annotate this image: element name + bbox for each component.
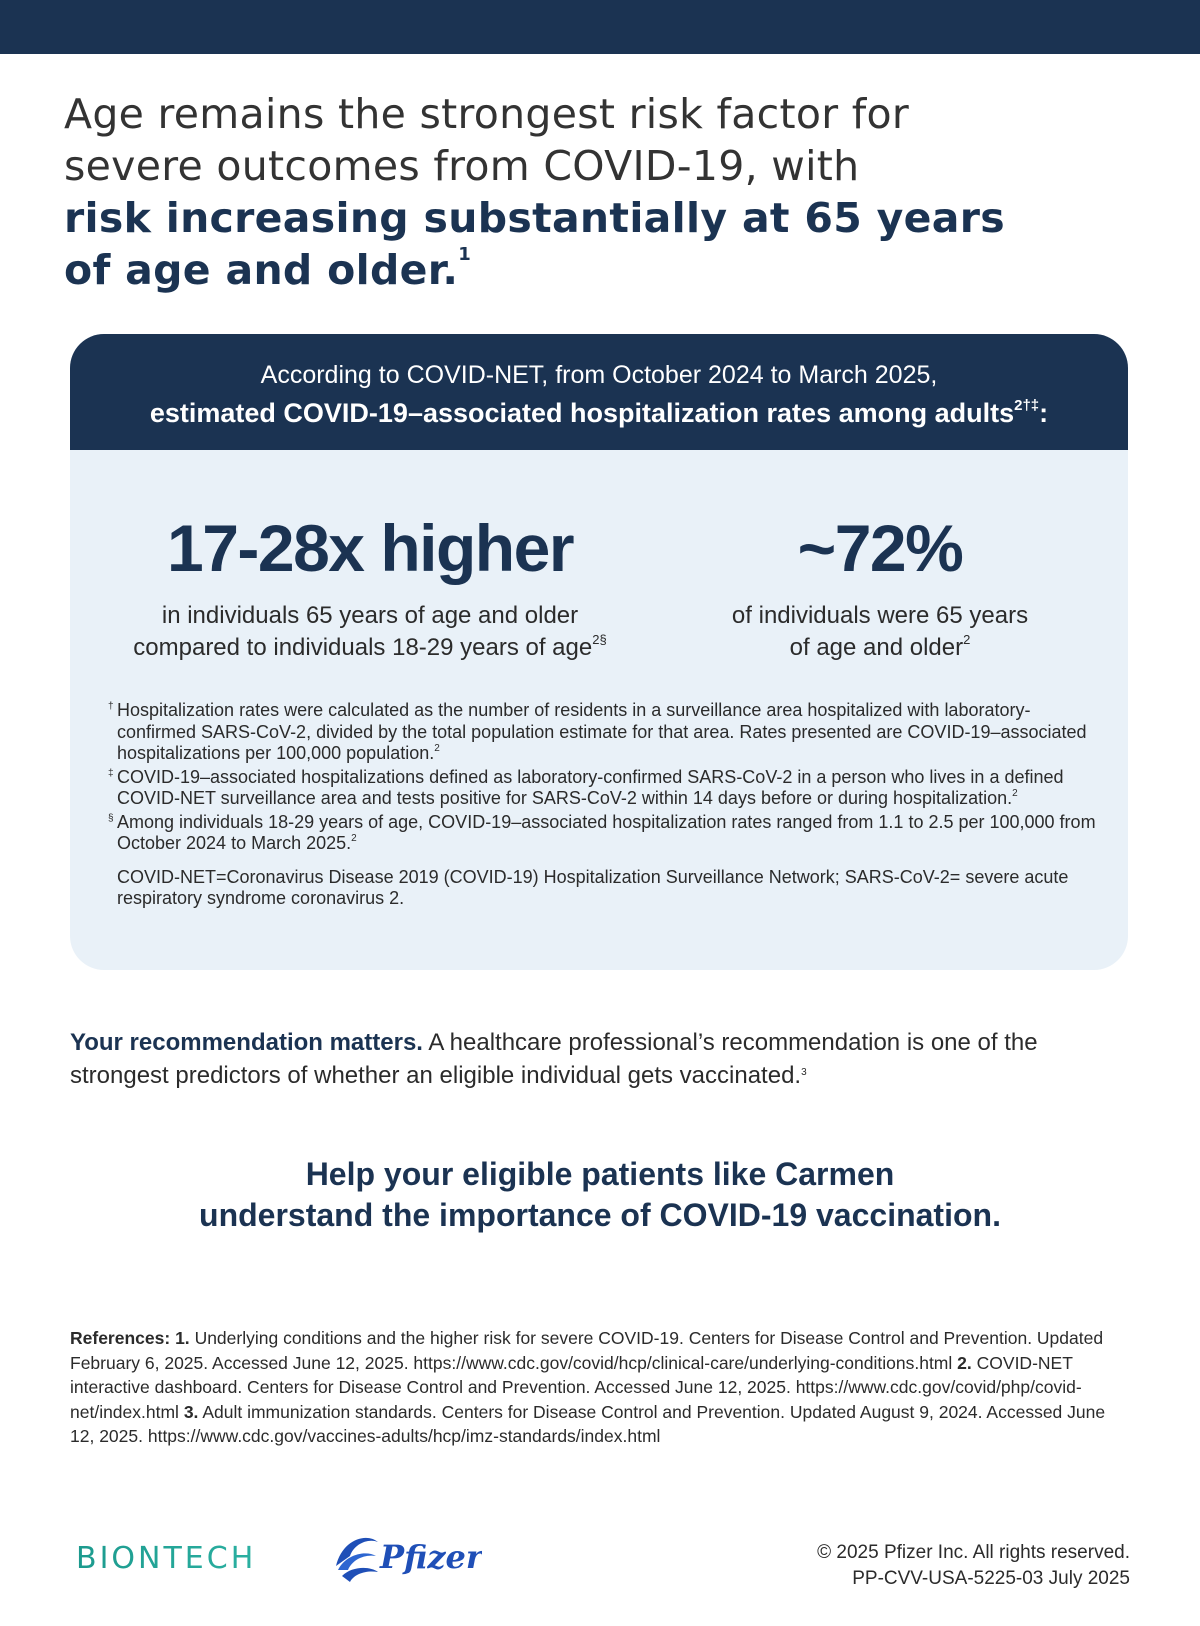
references [70,1326,1130,1449]
recommendation-ref: 3 [801,1067,807,1078]
reference-text: Underlying conditions and the higher risk for severe COVID-19. Centers for Disease Control and Prevention. Updated February 6, 2025. Accessed June 12, 2025. https://www.cdc.gov/covid/hcp/clinical-care/underlying-conditions.html [70,1328,1104,1373]
footnote-text: Hospitalization rates were calculated as the number of residents in a surveillance area hospitalized with laboratory-confirmed SARS-CoV-2, divided by the total population estimate for that area. Rates presented are COVID-19–associated hospitalizations per 100,000 population. [117,700,1087,763]
panel-header-line2-text: estimated COVID-19–associated hospitalization rates among adults [149,398,1015,428]
recommendation-paragraph [70,1026,1130,1092]
footnote-text: Among individuals 18-29 years of age, COVID-19–associated hospitalization rates ranged from 1.1 to 2.5 per 100,000 from October 2024 to March 2025. [117,811,1096,853]
references-label: References: [70,1328,171,1348]
stat-left-desc-line2: compared to individuals 18-29 years of age [133,634,593,661]
stat-right-refs: 2 [963,632,971,647]
panel-header-line2 [70,396,1128,430]
document-code: PP-CVV-USA-5225-03 July 2025 [852,1568,1130,1589]
stat-right-desc-line2: of age and older [789,634,964,661]
recommendation-text: A healthcare professional’s recommendation is one of the strongest predictors of whether an eligible individual gets vaccinated. [70,1029,1038,1089]
stat-relative-rate-value: 17-28x higher [166,511,574,585]
stat-right-desc-line1: of individuals were 65 years [731,602,1029,629]
footnote-abbreviations: COVID-NET=Coronavirus Disease 2019 (COVID-19) Hospitalization Surveillance Network; SARS-CoV-2= severe acute respiratory syndrome coronavirus 2. [117,866,1069,908]
panel-footnotes [108,700,1108,910]
copyright-text: © 2025 Pfizer Inc. All rights reserved. [817,1542,1130,1563]
biontech-text: BIONTECH [76,1541,257,1574]
pfizer-logo [332,1526,482,1595]
stat-percent-older [670,510,1090,664]
stat-relative-rate-desc [110,600,630,664]
headline-ref: 1 [458,244,472,265]
footnote-mark: ‡ [108,767,114,779]
reference-text: COVID-NET interactive dashboard. Centers for Disease Control and Prevention. Accessed June 12, 2025. https://www.cdc.gov/covid/php/covid-net/index.html [70,1352,1082,1422]
top-banner [0,0,1200,54]
headline-line2: severe outcomes from COVID-19, with [64,142,860,190]
stat-percent-older-desc [670,600,1090,664]
panel-header-line1: According to COVID-NET, from October 2024 to March 2025, [260,361,938,389]
footnote-ref: 2 [434,743,440,754]
reference-number: 1. [175,1328,190,1348]
hospitalization-panel [70,334,1128,970]
reference-number: 2. [957,1352,972,1373]
panel-header-refs: 2†‡ [1014,397,1040,414]
panel-header-colon: : [1039,398,1049,428]
pfizer-wordmark-icon [332,1526,482,1590]
footnote-section [108,812,1108,855]
footnote-double-dagger [108,767,1108,810]
footnote-mark: † [108,701,114,712]
reference-text: Adult immunization standards. Centers for Disease Control and Prevention. Updated August 9, 2024. Accessed June 12, 2025. https://www.cdc.gov/vaccines-adults/hcp/imz-standards/index.html [70,1401,1106,1446]
headline-line1: Age remains the strongest risk factor for [64,90,910,138]
stat-relative-rate [110,510,630,664]
pfizer-text: Pfizer [380,1538,482,1576]
stat-left-refs: 2§ [592,632,607,647]
footnote-mark: § [108,812,114,824]
recommendation-lead: Your recommendation matters. [70,1029,423,1056]
reference-number: 3. [183,1401,199,1422]
headline-line3: risk increasing substantially at 65 years [64,194,1005,242]
panel-header [70,334,1128,450]
page-headline [64,88,1144,296]
footnote-dagger [108,700,1108,765]
stat-percent-older-value: ~72% [797,511,963,585]
footnote-text: COVID-19–associated hospitalizations defined as laboratory-confirmed SARS-CoV-2 in a person who lives in a defined COVID-NET surveillance area and tests positive for SARS-CoV-2 within 14 days before or during hospitalization. [117,766,1064,808]
call-to-action [0,1154,1200,1236]
footnote-ref: 2 [1012,788,1018,799]
headline-line4: of age and older. [64,246,459,294]
cta-line1: Help your eligible patients like Carmen [305,1156,895,1192]
biontech-wordmark-icon [76,1540,290,1574]
footnote-ref: 2 [351,833,357,844]
biontech-logo [76,1540,290,1579]
stat-left-desc-line1: in individuals 65 years of age and older [161,602,579,629]
cta-line2: understand the importance of COVID-19 vaccination. [199,1197,1001,1233]
legal-footer [817,1540,1130,1592]
